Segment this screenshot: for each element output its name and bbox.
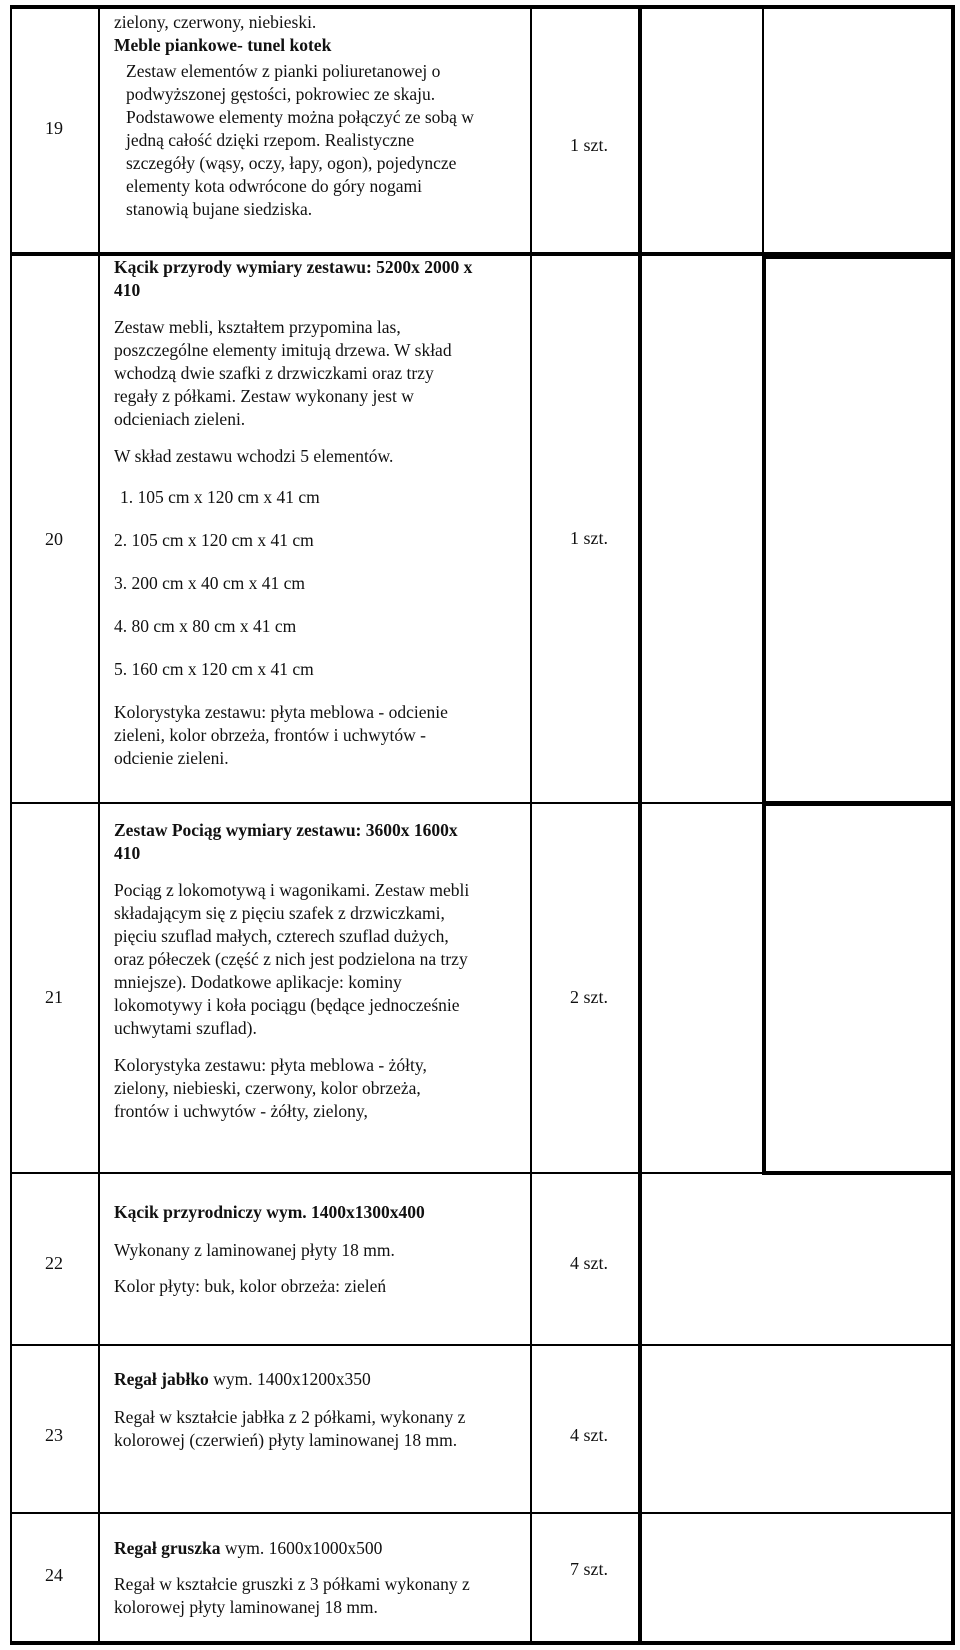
table-row <box>10 804 955 1172</box>
item-title: Kącik przyrody wymiary zestawu: 5200x 2000 x <box>114 257 473 277</box>
description-line: Podstawowe elementy można połączyć ze sobą w <box>126 107 474 127</box>
list-item: 3. 200 cm x 40 cm x 41 cm <box>114 573 306 593</box>
description-line: kolorowej płyty laminowanej 18 mm. <box>114 1597 378 1617</box>
description-line: Kolorystyka zestawu: płyta meblowa - odcienie <box>114 702 448 722</box>
list-item: 2. 105 cm x 120 cm x 41 cm <box>114 530 314 550</box>
table-border-bottom <box>10 1641 955 1645</box>
row-number: 23 <box>45 1425 63 1445</box>
item-description <box>114 1368 534 1452</box>
item-description <box>114 1201 534 1298</box>
row-number: 20 <box>45 529 63 549</box>
quantity: 1 szt. <box>570 135 608 155</box>
element-list <box>114 486 534 681</box>
description-text <box>114 60 534 221</box>
quantity: 4 szt. <box>570 1253 608 1273</box>
table-row <box>10 256 955 802</box>
item-title: Kącik przyrodniczy wym. 1400x1300x400 <box>114 1202 425 1222</box>
item-title-dimensions: wym. 1400x1200x350 <box>208 1369 371 1389</box>
item-title: Zestaw Pociąg wymiary zestawu: 3600x 1600x <box>114 820 458 840</box>
list-item: 5. 160 cm x 120 cm x 41 cm <box>114 659 314 679</box>
row-number: 24 <box>45 1565 63 1585</box>
item-title-name: Regał jabłko <box>114 1369 209 1389</box>
item-title: 410 <box>114 280 141 300</box>
description-line: zielony, niebieski, czerwony, kolor obrzeża, <box>114 1078 421 1098</box>
description-line: elementy kota odwrócone do góry nogami <box>126 176 422 196</box>
color-description <box>114 701 534 770</box>
description-line: kolorowej (czerwień) płyty laminowanej 18 mm. <box>114 1430 458 1450</box>
list-item: 1. 105 cm x 120 cm x 41 cm <box>120 487 320 507</box>
item-title-name: Regał gruszka <box>114 1538 221 1558</box>
description-line: wchodzą dwie szafki z drzwiczkami oraz trzy <box>114 363 434 383</box>
color-description <box>114 1054 534 1123</box>
item-description <box>114 819 534 1123</box>
item-title: 410 <box>114 843 141 863</box>
description-line: odcieniach zieleni. <box>114 409 246 429</box>
table-row <box>10 1174 955 1344</box>
table-row <box>10 5 955 252</box>
item-title-dimensions: wym. 1600x1000x500 <box>220 1538 383 1558</box>
description-line: składającym się z pięciu szafek z drzwiczkami, <box>114 903 445 923</box>
specification-table <box>10 5 955 1645</box>
description-line: podwyższonej gęstości, pokrowiec ze skaju. <box>126 84 436 104</box>
description-line: zielony, czerwony, niebieski. <box>114 12 317 32</box>
row-number: 22 <box>45 1253 63 1273</box>
description-line: poszczególne elementy imitują drzewa. W skład <box>114 340 452 360</box>
list-item: 4. 80 cm x 80 cm x 41 cm <box>114 616 297 636</box>
description-text <box>114 879 534 1040</box>
description-line: uchwytami szuflad). <box>114 1018 257 1038</box>
description-line: mniejsze). Dodatkowe aplikacje: kominy <box>114 972 402 992</box>
quantity: 7 szt. <box>570 1559 608 1579</box>
row-number: 21 <box>45 987 63 1007</box>
description-line: zieleni, kolor obrzeża, frontów i uchwytów - <box>114 725 426 745</box>
item-title <box>114 1537 534 1560</box>
description-text <box>114 1406 534 1452</box>
description-line: stanowią bujane siedziska. <box>126 199 313 219</box>
item-description <box>114 256 534 770</box>
description-line: pięciu szuflad małych, czterech szuflad dużych, <box>114 926 449 946</box>
item-description <box>114 11 534 221</box>
element-count: W skład zestawu wchodzi 5 elementów. <box>114 446 394 466</box>
table-row <box>10 1346 955 1512</box>
description-text <box>114 1573 534 1619</box>
quantity: 2 szt. <box>570 987 608 1007</box>
description-line: Wykonany z laminowanej płyty 18 mm. <box>114 1240 395 1260</box>
description-line: Kolor płyty: buk, kolor obrzeża: zieleń <box>114 1276 387 1296</box>
row-number: 19 <box>45 118 63 138</box>
description-line: regały z półkami. Zestaw wykonany jest w <box>114 386 414 406</box>
item-title: Meble piankowe- tunel kotek <box>114 35 332 55</box>
quantity: 4 szt. <box>570 1425 608 1445</box>
table-row <box>10 1514 955 1641</box>
description-line: frontów i uchwytów - żółty, zielony, <box>114 1101 368 1121</box>
item-description <box>114 1537 534 1619</box>
description-line: lokomotywy i koła pociągu (będące jednocześnie <box>114 995 460 1015</box>
description-line: szczegóły (wąsy, oczy, łapy, ogon), pojedyncze <box>126 153 457 173</box>
description-line: jedną całość dzięki rzepom. Realistyczne <box>126 130 415 150</box>
description-line: odcienie zieleni. <box>114 748 229 768</box>
description-line: Zestaw mebli, kształtem przypomina las, <box>114 317 401 337</box>
quantity: 1 szt. <box>570 528 608 548</box>
description-text <box>114 316 534 431</box>
description-line: Regał w kształcie jabłka z 2 półkami, wykonany z <box>114 1407 466 1427</box>
description-line: oraz półeczek (część z nich jest podzielona na trzy <box>114 949 468 969</box>
description-line: Regał w kształcie gruszki z 3 półkami wykonany z <box>114 1574 470 1594</box>
item-title <box>114 1368 534 1391</box>
description-line: Kolorystyka zestawu: płyta meblowa - żółty, <box>114 1055 427 1075</box>
description-line: Zestaw elementów z pianki poliuretanowej o <box>126 61 441 81</box>
description-line: Pociąg z lokomotywą i wagonikami. Zestaw mebli <box>114 880 470 900</box>
